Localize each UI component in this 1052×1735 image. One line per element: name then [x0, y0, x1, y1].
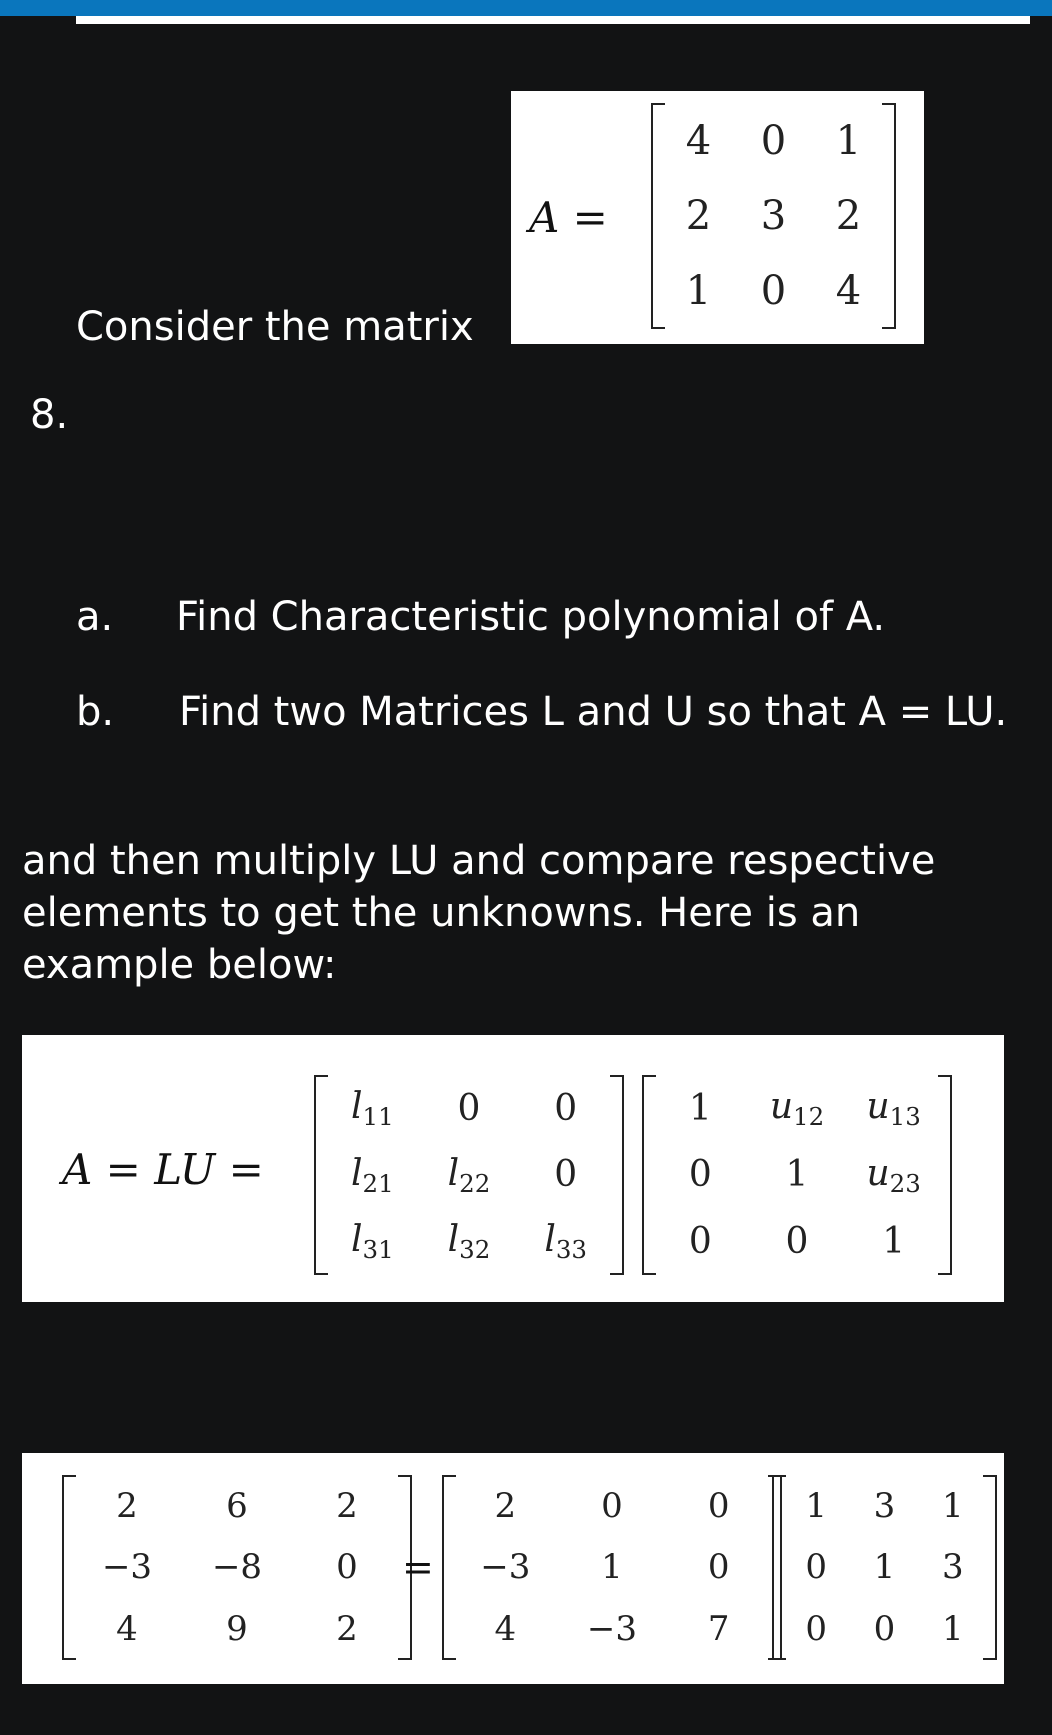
matrix-entry — [544, 1219, 587, 1264]
matrix-entry: 4 — [494, 1609, 517, 1650]
matrix-entry: 1 — [942, 1609, 964, 1650]
matrix-entry: 1 — [835, 117, 862, 164]
matrix-entry: 0 — [601, 1485, 623, 1526]
part-a-text: Find Characteristic polynomial of A. — [176, 594, 886, 640]
entry-symbol: 0 — [554, 1154, 578, 1196]
explanation-paragraph: and then multiply LU and compare respective elements to get the unknowns. Here is an example below: — [22, 838, 936, 988]
matrix-entry: 4 — [685, 117, 712, 164]
matrix-entry: 6 — [226, 1485, 248, 1526]
entry-subscript: 31 — [362, 1235, 394, 1265]
general-u-matrix — [642, 1075, 952, 1275]
matrix-entry: −3 — [480, 1547, 531, 1588]
entry-symbol: u — [769, 1085, 794, 1127]
part-a-label: a. — [76, 594, 114, 640]
entry-symbol: l — [544, 1219, 556, 1261]
matrix-entry — [689, 1221, 712, 1262]
matrix-entry: 1 — [873, 1547, 896, 1588]
lu-lhs: A = LU = — [62, 1145, 264, 1194]
matrix-a-label: A = — [529, 193, 608, 242]
matrix-a-image — [511, 91, 924, 344]
matrix-entry — [554, 1088, 577, 1129]
matrix-entry — [351, 1219, 394, 1264]
matrix-entry: 2 — [685, 192, 712, 239]
question-number: 8. — [30, 392, 69, 438]
matrix-entry: 3 — [873, 1485, 896, 1526]
entry-symbol: 1 — [882, 1221, 906, 1263]
matrix-entry — [689, 1154, 712, 1195]
matrix-entry: 0 — [805, 1547, 827, 1588]
matrix-entry — [554, 1154, 577, 1195]
top-accent-bar — [0, 0, 1052, 16]
entry-symbol: 0 — [688, 1154, 712, 1196]
matrix-entry — [866, 1086, 920, 1131]
part-b-label: b. — [76, 689, 115, 735]
matrix-entry: 4 — [116, 1609, 138, 1650]
matrix-entry: 7 — [707, 1609, 730, 1650]
matrix-entry: 1 — [601, 1547, 623, 1588]
entry-subscript: 23 — [889, 1168, 921, 1198]
entry-subscript: 22 — [459, 1168, 491, 1198]
matrix-entry: 0 — [707, 1485, 730, 1526]
matrix-entry: 2 — [835, 192, 862, 239]
matrix-entry — [866, 1153, 920, 1198]
matrix-entry — [351, 1086, 394, 1131]
matrix-entry — [689, 1088, 712, 1129]
matrix-entry — [786, 1154, 809, 1195]
matrix-entry — [458, 1088, 481, 1129]
example-equals: = — [402, 1545, 434, 1589]
entry-subscript: 32 — [459, 1235, 491, 1265]
matrix-entry: 2 — [494, 1485, 517, 1526]
matrix-entry — [351, 1153, 394, 1198]
example-u-matrix — [772, 1475, 997, 1660]
entry-symbol: l — [351, 1152, 363, 1194]
matrix-entry — [770, 1086, 824, 1131]
entry-subscript: 33 — [555, 1235, 587, 1265]
entry-symbol: u — [866, 1085, 890, 1127]
matrix-entry: 2 — [336, 1485, 358, 1526]
example-l-matrix — [442, 1475, 782, 1660]
matrix-entry: 2 — [116, 1485, 138, 1526]
entry-symbol: u — [866, 1152, 890, 1194]
matrix-entry: 1 — [685, 268, 712, 315]
matrix-entry: 1 — [942, 1485, 964, 1526]
entry-subscript: 11 — [362, 1101, 394, 1131]
cropped-image-strip — [76, 16, 1030, 24]
general-l-matrix — [314, 1075, 624, 1275]
matrix-entry: 9 — [226, 1609, 248, 1650]
entry-symbol: 1 — [785, 1154, 809, 1196]
entry-symbol: 0 — [785, 1221, 809, 1263]
lu-numeric-example-image — [22, 1453, 1004, 1684]
entry-subscript: 21 — [362, 1168, 394, 1198]
matrix-a — [651, 103, 896, 329]
matrix-entry: 0 — [707, 1547, 730, 1588]
entry-subscript: 12 — [793, 1101, 825, 1131]
entry-symbol: 0 — [457, 1087, 481, 1129]
lu-general-form-image — [22, 1035, 1004, 1302]
matrix-entry: 1 — [805, 1485, 827, 1526]
matrix-entry: 3 — [942, 1547, 964, 1588]
matrix-entry: 0 — [760, 117, 787, 164]
matrix-entry — [448, 1219, 491, 1264]
entry-symbol: l — [447, 1152, 460, 1194]
entry-subscript: 13 — [889, 1101, 921, 1131]
entry-symbol: 0 — [688, 1221, 712, 1263]
matrix-entry: −8 — [211, 1547, 263, 1588]
matrix-entry — [882, 1221, 905, 1262]
matrix-entry: 4 — [835, 268, 862, 315]
matrix-entry: 0 — [873, 1609, 896, 1650]
matrix-entry: 0 — [336, 1547, 358, 1588]
matrix-entry: 3 — [760, 192, 787, 239]
matrix-entry: −3 — [101, 1547, 153, 1588]
entry-symbol: l — [447, 1219, 460, 1261]
matrix-entry: 0 — [760, 268, 787, 315]
matrix-intro-text: Consider the matrix — [76, 304, 474, 350]
entry-symbol: 1 — [688, 1087, 712, 1129]
entry-symbol: 0 — [554, 1087, 578, 1129]
part-b-text: Find two Matrices L and U so that A = LU. — [179, 689, 1008, 735]
matrix-entry — [786, 1221, 809, 1262]
matrix-entry: −3 — [586, 1609, 638, 1650]
matrix-entry — [448, 1153, 491, 1198]
matrix-entry: 2 — [336, 1609, 358, 1650]
entry-symbol: l — [351, 1085, 363, 1127]
matrix-entry: 0 — [805, 1609, 827, 1650]
entry-symbol: l — [351, 1219, 363, 1261]
example-matrix — [62, 1475, 412, 1660]
